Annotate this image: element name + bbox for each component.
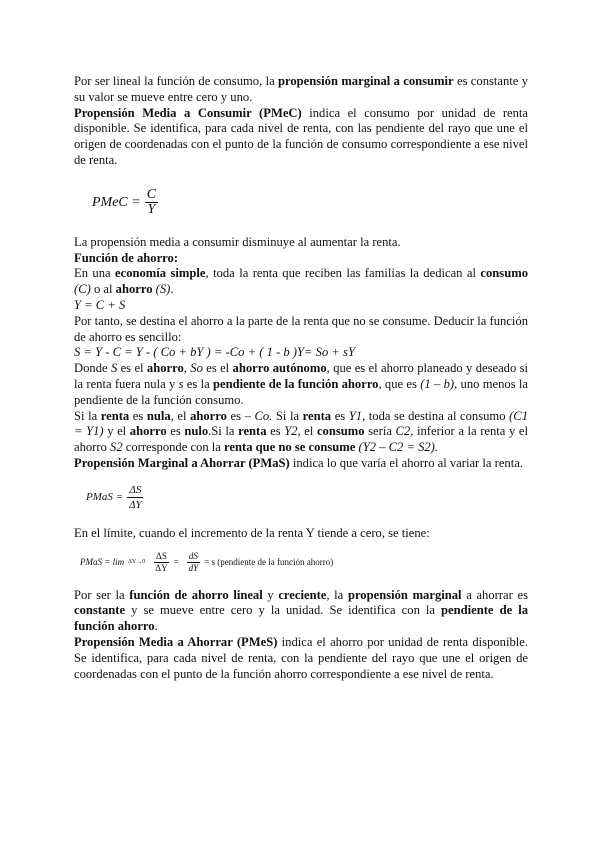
- text: , la: [326, 587, 348, 602]
- text: , el: [170, 408, 191, 423]
- text: , que es: [378, 376, 421, 391]
- equals: =: [173, 556, 179, 567]
- text: uno menos la pendiente de la función consumo.: [74, 376, 528, 407]
- text: o al: [90, 282, 116, 297]
- fraction: [153, 551, 169, 574]
- text: a ahorrar es: [461, 587, 528, 602]
- text: es el: [117, 361, 147, 376]
- text: indica lo que varía el ahorro al variar la renta.: [289, 455, 523, 470]
- paragraph-limite: En el límite, cuando el incremento de la renta Y tiende a cero, se tiene:: [74, 525, 430, 540]
- term: ahorro: [190, 408, 227, 423]
- numerator: dS: [188, 551, 198, 562]
- text: Si la: [272, 408, 303, 423]
- symbol: (Y2 – C2 = S2).: [355, 440, 439, 455]
- paragraph-deducir: Por tanto, se destina el ahorro a la parte de la renta que no se consume. Deducir la función de ahorro es sencillo:: [74, 313, 528, 344]
- term: ahorro: [115, 282, 153, 297]
- paragraph-donde: [74, 361, 528, 408]
- text: sería: [364, 424, 396, 439]
- term: función de ahorro lineal: [129, 587, 263, 602]
- term: ahorro autónomo: [232, 361, 327, 376]
- term: ahorro: [146, 361, 184, 376]
- symbol: (S): [152, 282, 171, 297]
- text: Por ser lineal la función de consumo, la: [74, 74, 279, 88]
- text: .: [170, 282, 174, 297]
- term: pendiente de la función ahorro: [212, 376, 379, 391]
- paragraph-renta-nula: [74, 409, 528, 456]
- text: , toda la renta que reciben las familias la dedican al: [205, 266, 481, 281]
- text: y: [262, 587, 279, 602]
- symbol: So: [190, 361, 203, 376]
- paragraph-pmc: [74, 74, 528, 106]
- symbol: (1 – b),: [420, 376, 458, 391]
- formula-lhs: PMeC =: [92, 194, 141, 210]
- term-pmec: Propensión Media a Consumir (PMeC): [74, 105, 302, 120]
- text: es: [331, 408, 349, 423]
- text: y el: [103, 424, 130, 439]
- text: .: [154, 619, 158, 634]
- text: indica el consumo por unidad de renta disponible. Se identifica, para cada nivel de renta, con las pendiente del rayo que une el origen de coordenadas con el punto de la función de consumo correspondiente a ese nivel de renta.: [74, 105, 528, 167]
- term-pmc: propensión marginal a consumir: [278, 74, 454, 88]
- formula-pmec: [92, 183, 528, 223]
- paragraph-pmec: [74, 106, 528, 169]
- symbol: S2: [110, 440, 123, 455]
- text: Donde: [74, 361, 111, 376]
- denominator: dY: [188, 563, 199, 574]
- limit-subscript: ΔY→0: [128, 558, 146, 565]
- term: economía simple: [115, 266, 206, 281]
- symbol: s: [178, 376, 184, 391]
- text: es constante y su valor se mueve entre cero y uno.: [74, 74, 528, 104]
- text: el: [300, 424, 317, 439]
- symbol: (C1 = Y1): [74, 408, 528, 439]
- document-page: [74, 74, 528, 682]
- paragraph-pmes: [74, 635, 528, 682]
- symbol: (C): [74, 282, 91, 297]
- text: indica el ahorro por unidad de renta disponible. Se identifica, para cada nivel de renta, con la pendiente del rayo que une el origen de coordenadas con el punto de la función ahorro correspondiente a ese nivel de renta.: [74, 634, 529, 681]
- text: es: [226, 408, 245, 423]
- text: .Si la: [208, 424, 239, 439]
- fraction: [187, 551, 201, 574]
- text: , que es el ahorro planeado y deseado si la renta fuera nula y: [74, 361, 529, 391]
- text: inferior a la renta y el ahorro: [74, 424, 528, 455]
- term: propensión marginal: [347, 587, 462, 602]
- symbol: C2,: [395, 424, 414, 439]
- term: constante: [74, 603, 126, 618]
- term: renta que no se consume: [224, 440, 356, 455]
- term: consumo: [480, 266, 528, 281]
- text: toda se destina al consumo: [365, 408, 510, 423]
- term: nulo: [184, 424, 209, 439]
- paragraph-pmas: [74, 456, 528, 472]
- term-pmes: Propensión Media a Ahorrar (PMeS): [74, 634, 278, 649]
- fraction: [127, 483, 144, 512]
- numerator: ΔS: [156, 551, 167, 562]
- heading-funcion-ahorro: [74, 251, 528, 267]
- denominator: Y: [147, 202, 156, 218]
- symbol: Y1,: [348, 408, 366, 423]
- term: pendiente de la función ahorro: [74, 603, 528, 634]
- formula-tail: = s (pendiente de la función ahorro): [204, 556, 334, 567]
- term: renta: [302, 408, 332, 423]
- text: es la: [183, 376, 213, 391]
- heading-text: Función de ahorro:: [74, 250, 179, 265]
- text: y se mueve entre cero y la unidad. Se identifica con la: [125, 603, 442, 618]
- paragraph-economia-simple: [74, 266, 528, 298]
- formula-pmas-limit: [80, 548, 528, 578]
- paragraph-pmec-decrease: La propensión media a consumir disminuye al aumentar la renta.: [74, 234, 401, 249]
- text: es: [266, 424, 285, 439]
- term: renta: [238, 424, 267, 439]
- fraction: [145, 188, 158, 217]
- symbol: Y2,: [284, 424, 301, 439]
- symbol: S: [110, 361, 118, 376]
- formula-pmas: [86, 480, 528, 516]
- text: Si la: [74, 408, 101, 423]
- equation-s: S = Y - C = Y - ( Co + bY ) = -Co + ( 1 - b )Y= So + sY: [74, 345, 355, 360]
- denominator: ΔY: [129, 499, 142, 512]
- text: ,: [183, 361, 191, 376]
- denominator: ΔY: [155, 563, 168, 574]
- paragraph-lineal: [74, 588, 528, 635]
- numerator: C: [146, 187, 157, 203]
- term: nula: [146, 408, 171, 423]
- term: creciente: [278, 587, 327, 602]
- text: es: [129, 408, 147, 423]
- equation-y: Y = C + S: [74, 297, 126, 312]
- text: Por ser la: [74, 587, 130, 602]
- formula-lhs: PMaS = lim: [80, 556, 125, 567]
- text: es el: [202, 361, 233, 376]
- term: ahorro: [129, 424, 167, 439]
- symbol: – Co.: [244, 408, 273, 423]
- term-pmas: Propensión Marginal a Ahorrar (PMaS): [74, 455, 290, 470]
- term: consumo: [316, 424, 365, 439]
- text: En una: [74, 266, 116, 281]
- text: corresponde con la: [122, 440, 225, 455]
- text: es: [166, 424, 185, 439]
- numerator: ΔS: [129, 484, 142, 497]
- formula-lhs: PMaS =: [86, 490, 124, 503]
- term: renta: [100, 408, 130, 423]
